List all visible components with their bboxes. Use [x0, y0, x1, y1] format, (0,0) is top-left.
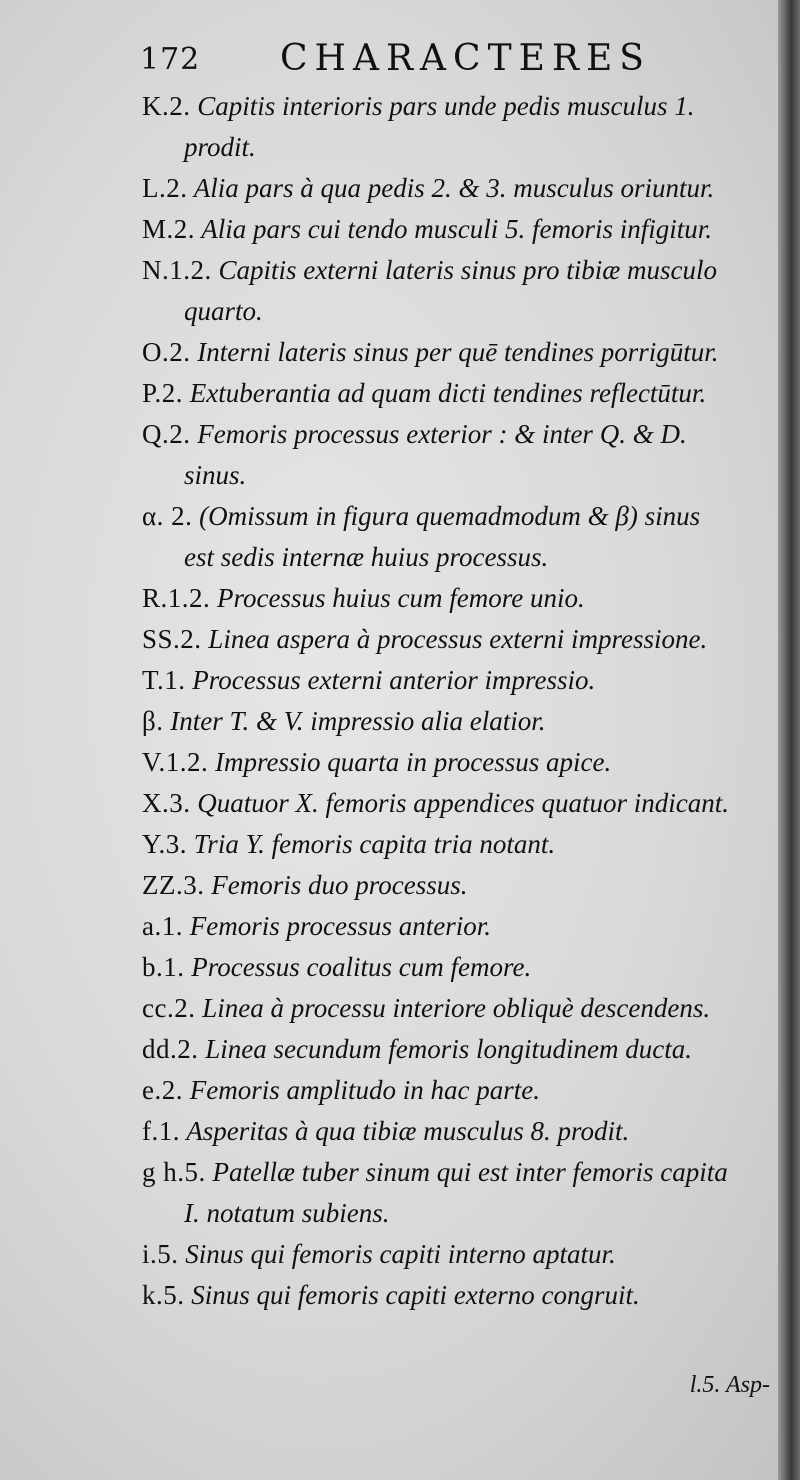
entry-text: Capitis externi lateris sinus pro tibiæ musculo	[218, 255, 718, 285]
entry-key: N.1.2.	[142, 255, 212, 285]
legend-entry	[142, 1152, 782, 1234]
legend-entry	[142, 332, 782, 373]
entry-key: P.2.	[142, 378, 184, 408]
entry-continuation: prodit.	[184, 132, 256, 162]
entry-text: Extuberantia ad quam dicti tendines reflectūtur.	[189, 378, 707, 408]
entry-text: Impressio quarta in processus apice.	[215, 747, 612, 777]
legend-entry	[142, 619, 782, 660]
legend-entry	[142, 86, 782, 168]
legend-entry	[142, 1234, 782, 1275]
entry-text: Asperitas à qua tibiæ musculus 8. prodit.	[186, 1116, 630, 1146]
entry-key: dd.2.	[142, 1034, 199, 1064]
entry-text: Femoris duo processus.	[211, 870, 468, 900]
legend-entry	[142, 168, 782, 209]
entry-text: Linea à processu interiore obliquè descendens.	[202, 993, 711, 1023]
legend-entry	[142, 947, 782, 988]
entry-text: Linea secundum femoris longitudinem ducta.	[205, 1034, 692, 1064]
entry-text: Femoris processus anterior.	[189, 911, 491, 941]
legend-entry	[142, 660, 782, 701]
entry-text: Alia pars cui tendo musculi 5. femoris infigitur.	[201, 214, 713, 244]
entry-key: Q.2.	[142, 419, 191, 449]
entry-text: Alia pars à qua pedis 2. & 3. musculus oriuntur.	[193, 173, 715, 203]
legend-entry	[142, 865, 782, 906]
legend-entry	[142, 496, 782, 578]
legend-entry	[142, 742, 782, 783]
entry-text: Processus coalitus cum femore.	[191, 952, 532, 982]
page-number: 172	[140, 42, 201, 77]
entry-key: k.5.	[142, 1280, 185, 1310]
legend-entry	[142, 209, 782, 250]
entry-key: X.3.	[142, 788, 191, 818]
legend-entry	[142, 373, 782, 414]
entry-text: Inter T. & V. impressio alia elatior.	[170, 706, 546, 736]
legend-entry	[142, 1070, 782, 1111]
entry-key: β.	[142, 706, 164, 736]
entry-text: Femoris processus exterior : & inter Q. & D.	[197, 419, 687, 449]
entry-key: a.1.	[142, 911, 183, 941]
legend-entry	[142, 1029, 782, 1070]
legend-entry	[142, 578, 782, 619]
legend-entry	[142, 701, 782, 742]
legend-entries	[142, 86, 782, 1316]
catchword: l.5. Asp-	[689, 1372, 770, 1398]
entry-key: i.5.	[142, 1239, 179, 1269]
entry-key: ZZ.3.	[142, 870, 205, 900]
legend-entry	[142, 414, 782, 496]
entry-key: SS.2.	[142, 624, 202, 654]
entry-text: Processus externi anterior impressio.	[192, 665, 596, 695]
legend-entry	[142, 783, 782, 824]
entry-text: Sinus qui femoris capiti externo congruit.	[191, 1280, 640, 1310]
legend-entry	[142, 250, 782, 332]
running-title: CHARACTERES	[280, 38, 651, 79]
legend-entry	[142, 906, 782, 947]
entry-continuation: sinus.	[184, 460, 247, 490]
entry-text: Linea aspera à processus externi impressione.	[208, 624, 708, 654]
entry-text: (Omissum in figura quemadmodum & β) sinus	[199, 501, 701, 531]
entry-text: Processus huius cum femore unio.	[217, 583, 585, 613]
entry-text: Tria Y. femoris capita tria notant.	[193, 829, 556, 859]
entry-key: T.1.	[142, 665, 186, 695]
entry-key: cc.2.	[142, 993, 196, 1023]
entry-key: g h.5.	[142, 1157, 206, 1187]
entry-key: f.1.	[142, 1116, 180, 1146]
entry-key: α. 2.	[142, 501, 193, 531]
entry-text: Sinus qui femoris capiti interno aptatur.	[185, 1239, 616, 1269]
entry-continuation: est sedis internæ huius processus.	[184, 542, 549, 572]
entry-text: Capitis interioris pars unde pedis musculus 1.	[197, 91, 695, 121]
entry-continuation: I. notatum subiens.	[184, 1198, 390, 1228]
legend-entry	[142, 1275, 782, 1316]
entry-text: Quatuor X. femoris appendices quatuor indicant.	[197, 788, 729, 818]
entry-key: O.2.	[142, 337, 191, 367]
entry-key: b.1.	[142, 952, 185, 982]
entry-key: Y.3.	[142, 829, 188, 859]
legend-entry	[142, 824, 782, 865]
entry-key: L.2.	[142, 173, 188, 203]
legend-entry	[142, 988, 782, 1029]
entry-key: V.1.2.	[142, 747, 209, 777]
entry-key: K.2.	[142, 91, 191, 121]
entry-key: e.2.	[142, 1075, 183, 1105]
entry-key: R.1.2.	[142, 583, 211, 613]
entry-text: Femoris amplitudo in hac parte.	[189, 1075, 540, 1105]
entry-text: Patellæ tuber sinum qui est inter femoris capita	[212, 1157, 728, 1187]
entry-key: M.2.	[142, 214, 196, 244]
legend-entry	[142, 1111, 782, 1152]
entry-text: Interni lateris sinus per quē tendines porrigūtur.	[197, 337, 719, 367]
entry-continuation: quarto.	[184, 296, 263, 326]
